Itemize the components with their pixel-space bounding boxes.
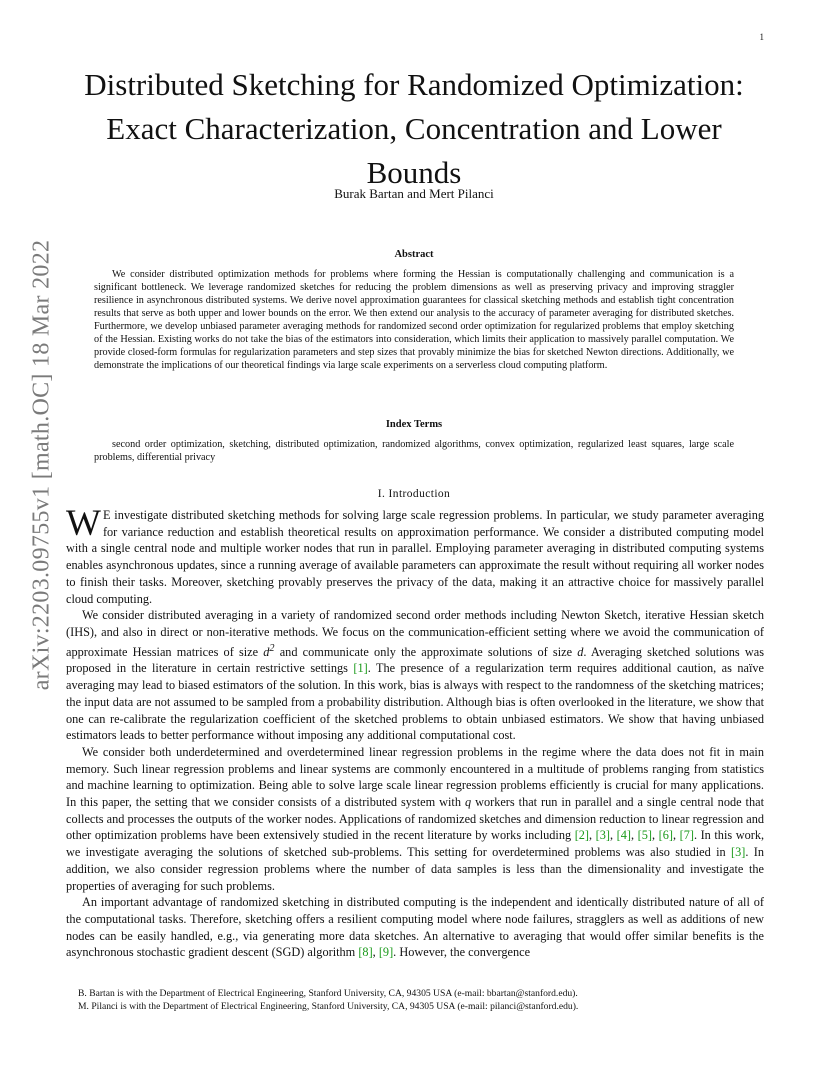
- intro-p3-text-a: We consider both underdetermined and overdetermined linear regression problems in the regime where the data does not fit in main memory. Such linear regression problems and linear systems are commonly encountered in a multitude of problems ranging from statistics and machine learning to optimization. Being able to solve large scale linear regression problems efficiently is crucial for many applications. In this paper, the setting that we consider consists of a distributed system with: [66, 744, 764, 810]
- footnote-author-1: B. Bartan is with the Department of Electrical Engineering, Stanford University, CA, 94305 USA (e-mail: bbartan@stanford.edu).: [78, 988, 578, 999]
- citation-separator: ,: [372, 945, 379, 960]
- math-q: q: [464, 795, 472, 810]
- abstract-body: We consider distributed optimization methods for problems where forming the Hessian is computationally challenging and communication is a significant bottleneck. We leverage randomized sketches for reducing the problem dimensions as well as preserving privacy and improving straggler resilience in asynchronous distributed systems. We derive novel approximation guarantees for classical sketching methods and establish tight concentration results that serve as both upper and lower bounds on the error. We then extend our analysis to the accuracy of parameter averaging for distributed sketches. Furthermore, we develop unbiased parameter averaging methods for randomized second order optimization for regularized problems that employ sketching of the Hessian. Existing works do not take the bias of the estimators into consideration, which limits their application to massively parallel computation. We provide closed-form formulas for regularization parameters and step sizes that provably minimize the bias for sketched Newton directions. Additionally, we demonstrate the implications of our theoretical findings via large scale experiments on a serverless cloud computing platform.: [94, 269, 734, 371]
- intro-p2-text-a: We consider distributed averaging in a variety of randomized second order methods including Newton Sketch, iterative Hessian sketch (IHS), and also in direct or non-iterative methods. We focus on the communication-efficient setting where we avoid the communication of approximate Hessian matrices of size: [66, 608, 764, 659]
- footnote-author-2: M. Pilanci is with the Department of Electrical Engineering, Stanford University, CA, 94305 USA (e-mail: pilanci@stanford.edu).: [78, 1001, 579, 1012]
- math-d-base: d: [263, 644, 270, 659]
- page-number: 1: [759, 32, 764, 42]
- paper-title: Distributed Sketching for Randomized Optimization: Exact Characterization, Concentration and Lower Bounds: [84, 67, 744, 190]
- citation-link[interactable]: [4]: [616, 828, 631, 843]
- abstract-heading: Abstract: [394, 249, 434, 260]
- citation-link[interactable]: [6]: [658, 828, 673, 843]
- citation-link[interactable]: [3]: [595, 828, 611, 843]
- intro-p2-text-c: . Averaging sketched solutions was proposed in the literature in certain restrictive settings: [66, 644, 764, 676]
- section-heading-introduction: I. Introduction: [377, 488, 451, 500]
- intro-p3-text-b: workers that run in parallel and a single central node that collects and processes the outputs of the worker nodes. Applications of randomized sketches and dimension reduction to linear regression and other optimization problems have been extensively studied in the recent literature by works including: [66, 795, 764, 843]
- intro-p2-text-d: . The presence of a regularization term requires additional caution, as naïve averaging may lead to biased estimators of the solution. In this work, bias is always with respect to the randomness of the sketching matrices; the input data are not assumed to be sampled from a probability distribution. Although bias is often overlooked in the literature, we show that one can re-calibrate the regularization coefficient of the sketched problems to obtain unbiased estimators. We show that having unbiased estimators leads to better performance without imposing any additional computational cost.: [66, 661, 764, 743]
- arxiv-stamp: arXiv:2203.09755v1 [math.OC] 18 Mar 2022: [28, 239, 55, 691]
- citation-link[interactable]: [7]: [679, 828, 694, 843]
- drop-cap: W: [66, 503, 101, 544]
- intro-paragraph-1-text: E investigate distributed sketching methods for solving large scale regression problems. In particular, we study parameter averaging for variance reduction and establish theoretical results on approximation performance. We consider a distributed computing model with a single central node and multiple worker nodes that run in parallel. Employing parameter averaging in distributed computing systems enables asynchronous updates, since a running average of available parameters can approximate the result without requiring all worker nodes to finish their tasks. Moreover, sketching provably preserves the privacy of the data, making it an attractive choice for massively parallel cloud computing.: [66, 508, 764, 606]
- citation-link[interactable]: [3]: [731, 845, 746, 860]
- intro-p3-text-c: . In this work, we investigate averaging the solutions of sketched sub-problems. This setting for overdetermined problems was also studied in: [66, 828, 765, 860]
- intro-p4-text-a: An important advantage of randomized sketching in distributed computing is the independent and identically distributed nature of all of the computational tasks. Therefore, sketching offers a resilient computing model where node failures, stragglers as well as additions of new nodes can be easily handled, e.g., via generating more data sketches. An alternative to averaging that would offer similar benefits is the asynchronous stochastic gradient descent (SGD) algorithm: [66, 895, 764, 960]
- math-d: d: [577, 644, 584, 659]
- intro-p2-text-b: and communicate only the approximate solutions of size: [274, 644, 578, 659]
- intro-paragraph-4: [66, 894, 764, 961]
- authors: Burak Bartan and Mert Pilanci: [334, 186, 494, 201]
- footnotes: [78, 987, 768, 1013]
- intro-p4-text-b: . However, the convergence: [393, 945, 531, 960]
- citation-link[interactable]: [2]: [574, 828, 590, 843]
- citation-link[interactable]: [1]: [353, 661, 368, 676]
- citation-link[interactable]: [5]: [637, 828, 652, 843]
- intro-paragraph-2: [66, 607, 764, 744]
- intro-paragraph-3: We consider both underdetermined and overdetermined linear regression problems in the regime where the data does not fit in main memory. Such linear regression problems and linear systems are commonly encountered in a multitude of problems ranging from statistics and machine learning to optimization. Being able to solve large scale linear regression problems efficiently is crucial for many applications. In this paper, the setting that we consider consists of a distributed system with q workers that run in parallel and a single central node that collects and processes the outputs of the worker nodes. Applications of randomized sketches and dimension reduction to linear regression and other optimization problems have been extensively studied in the recent literature by works including [2], [3], [4], [5], [6], [7]. In this work, we investigate averaging the solutions of sketched sub-problems. This setting for overdetermined problems was also studied in [3]. In addition, we also consider regression problems where the number of data samples is less than the dimensionality and investigate the properties of averaging for such problems.: [66, 744, 765, 893]
- citation-link[interactable]: [9]: [378, 945, 394, 960]
- math-d-exponent: 2: [269, 642, 275, 654]
- intro-paragraph-1: [66, 503, 764, 607]
- index-terms-heading: Index Terms: [385, 419, 443, 430]
- introduction-body: [66, 503, 765, 961]
- index-terms-body: second order optimization, sketching, distributed optimization, randomized algorithms, convex optimization, regularized least squares, large scale problems, differential privacy: [94, 439, 734, 463]
- citation-link[interactable]: [8]: [358, 945, 373, 960]
- intro-p3-text-d: . In addition, we also consider regression problems where the number of data samples is less than the dimensionality and investigate the properties of averaging for such problems.: [66, 845, 764, 893]
- math-d-squared: [263, 642, 275, 659]
